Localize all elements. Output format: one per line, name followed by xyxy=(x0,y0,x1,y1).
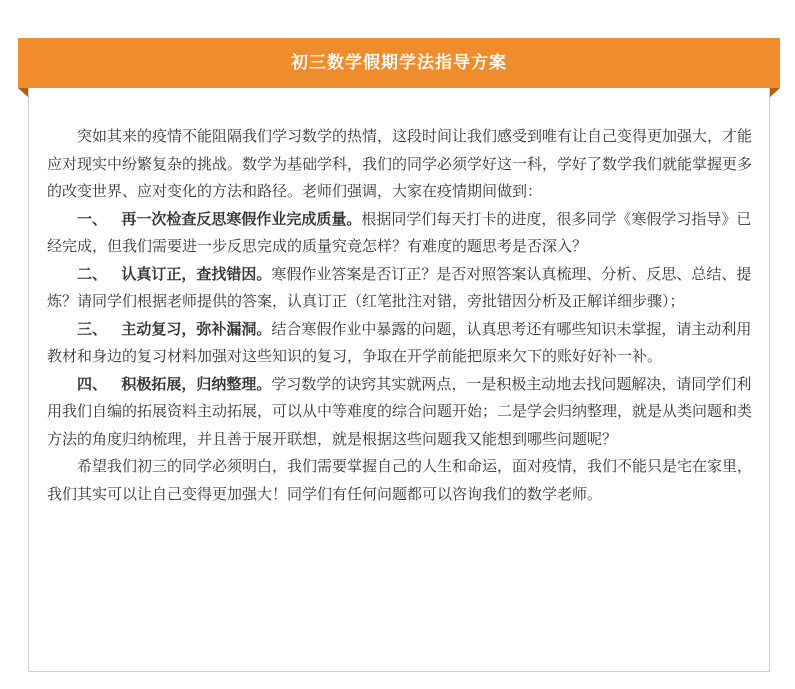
list-item xyxy=(47,371,759,454)
banner-fold-right xyxy=(770,88,780,97)
list-item xyxy=(47,316,759,371)
item-heading: 再一次检查反思寒假作业完成质量。 xyxy=(121,209,362,228)
title-banner xyxy=(18,38,780,88)
item-heading: 认真订正，查找错因。 xyxy=(121,264,272,283)
list-item xyxy=(47,261,759,316)
item-number: 三、 xyxy=(77,319,108,338)
item-heading: 主动复习，弥补漏洞。 xyxy=(121,319,272,338)
item-body: 根据同学们每天打卡的进度，很多同学《寒假学习指导》已经完成，但我们需要进一步反思完成的质量究竟怎样？有难度的题思考是否深入？ xyxy=(47,209,752,255)
banner-fold-left xyxy=(18,88,28,97)
item-number: 一、 xyxy=(77,209,108,228)
intro-paragraph: 突如其来的疫情不能阻隔我们学习数学的热情，这段时间让我们感受到唯有让自己变得更加强大，才能应对现实中纷繁复杂的挑战。数学为基础学科，我们的同学必须学好这一科，学好了数学我们就能掌握更多的改变世界、应对变化的方法和路径。老师们强调，大家在疫情期间做到： xyxy=(47,127,753,200)
item-heading: 积极拓展，归纳整理。 xyxy=(121,374,272,393)
item-body: 学习数学的诀窍其实就两点，一是积极主动地去找问题解决，请同学们利用我们自编的拓展资料主动拓展，可以从中等难度的综合问题开始；二是学会归纳整理，就是从类问题和类方法的角度归纳梳理，并且善于展开联想，就是根据这些问题我又能想到哪些问题呢？ xyxy=(47,374,753,448)
closing-paragraph: 希望我们初三的同学必须明白，我们需要掌握自己的人生和命运，面对疫情，我们不能只是宅在家里，我们其实可以让自己变得更加强大！同学们有任何问题都可以咨询我们的数学老师。 xyxy=(47,457,753,503)
item-body: 寒假作业答案是否订正？是否对照答案认真梳理、分析、反思、总结、提炼？请同学们根据老师提供的答案，认真订正（红笔批注对错，旁批错因分析及正解详细步骤）； xyxy=(47,264,752,310)
list-item xyxy=(47,206,759,261)
article-body xyxy=(47,123,759,508)
item-number: 四、 xyxy=(77,374,108,393)
item-body: 结合寒假作业中暴露的问题，认真思考还有哪些知识未掌握，请主动利用教材和身边的复习材料加强对这些知识的复习，争取在开学前能把原来欠下的账好好补一补。 xyxy=(47,319,752,365)
page-title: 初三数学假期学法指导方案 xyxy=(291,53,507,73)
item-number: 二、 xyxy=(77,264,108,283)
